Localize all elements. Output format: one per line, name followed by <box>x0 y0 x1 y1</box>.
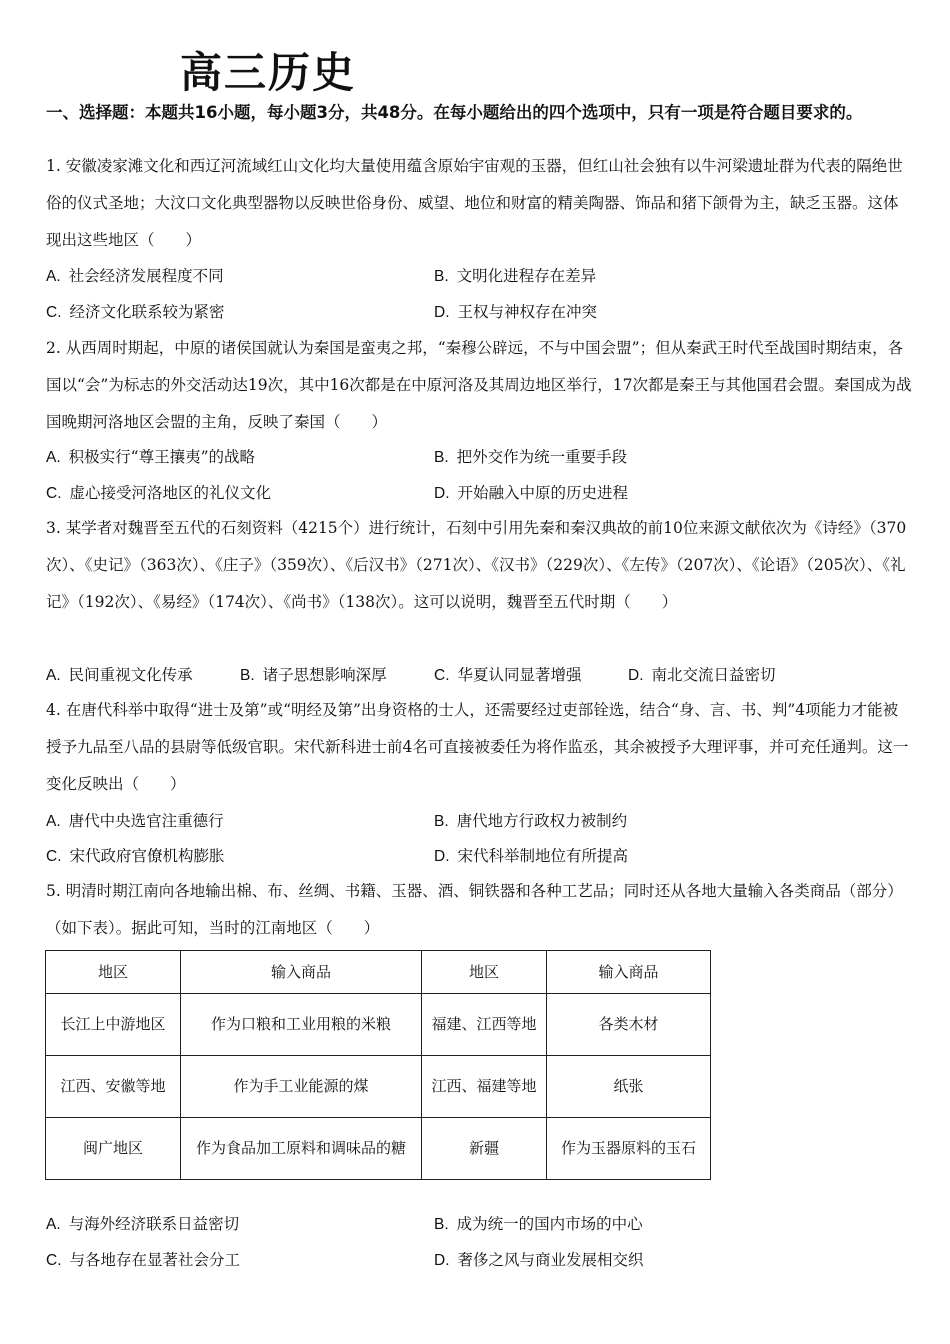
question-1-option-b[interactable] <box>434 265 596 288</box>
question-5-stem: 5. 明清时期江南向各地输出棉、布、丝绸、书籍、玉器、酒、铜铁器和各种工艺品；同时还从各地大量输入各类商品（部分）（如下表）。据此可知，当时的江南地区（ ） <box>46 882 903 937</box>
option-text: 把外交作为统一重要手段 <box>456 448 628 466</box>
table-header-cell: 地区 <box>46 951 181 994</box>
table-cell: 作为口粮和工业用粮的米粮 <box>181 994 422 1056</box>
option-key: B. <box>434 449 449 466</box>
question-2-option-d[interactable] <box>434 482 628 505</box>
option-text: 王权与神权存在冲突 <box>457 303 598 321</box>
option-key: D. <box>434 848 450 865</box>
option-text: 南北交流日益密切 <box>651 666 776 684</box>
question-5-option-c[interactable] <box>46 1249 240 1272</box>
option-key: C. <box>46 848 62 865</box>
question-5-option-b[interactable] <box>434 1213 643 1236</box>
option-text: 与海外经济联系日益密切 <box>68 1215 240 1233</box>
question-3-stem: 3. 某学者对魏晋至五代的石刻资料（4215个）进行统计，石刻中引用先秦和秦汉典故的前10位来源文献依次为《诗经》（370次）、《史记》（363次）、《庄子》（359次）、《后汉书》（271次）、《汉书》（229次）、《左传》（207次）、《论语》（205次）、《礼记》（192次）、《易经》（174次）、《尚书》（138次）。这可以说明，魏晋至五代时期（ ） <box>46 519 907 611</box>
question-3-option-b[interactable] <box>240 664 387 687</box>
option-key: B. <box>434 1216 449 1233</box>
question-1-option-c[interactable] <box>46 301 225 324</box>
table-cell: 长江上中游地区 <box>46 994 181 1056</box>
question-4-stem: 4. 在唐代科举中取得“进士及第”或“明经及第”出身资格的士人，还需要经过吏部铨选，结合“身、言、书、判”4项能力才能被授予九品至八品的县尉等低级官职。宋代新科进士前4名可直接被委任为将作监丞，其余被授予大理评事，并可充任通判。这一变化反映出（ ） <box>46 701 909 793</box>
option-text: 开始融入中原的历史进程 <box>457 484 629 502</box>
option-key: A. <box>46 813 61 830</box>
table-cell: 江西、安徽等地 <box>46 1056 181 1118</box>
question-4-option-a[interactable] <box>46 810 224 833</box>
question-5-option-a[interactable] <box>46 1213 239 1236</box>
section-heading: 一、选择题：本题共16小题，每小题3分，共48分。在每小题给出的四个选项中，只有一项是符合题目要求的。 <box>46 103 863 122</box>
option-text: 虚心接受河洛地区的礼仪文化 <box>69 484 272 502</box>
option-text: 宋代科举制地位有所提高 <box>457 847 629 865</box>
table-cell: 作为手工业能源的煤 <box>181 1056 422 1118</box>
question-4-option-b[interactable] <box>434 810 627 833</box>
option-text: 唐代中央选官注重德行 <box>68 812 224 830</box>
question-3-option-c[interactable] <box>434 664 582 687</box>
table-row <box>46 1118 711 1180</box>
option-key: C. <box>434 667 450 684</box>
question-2-option-c[interactable] <box>46 482 271 505</box>
option-text: 宋代政府官僚机构膨胀 <box>69 847 225 865</box>
option-text: 与各地存在显著社会分工 <box>69 1251 241 1269</box>
table-cell: 纸张 <box>547 1056 711 1118</box>
question-2-option-b[interactable] <box>434 446 627 469</box>
table-cell: 各类木材 <box>547 994 711 1056</box>
question-1-option-d[interactable] <box>434 301 597 324</box>
option-text: 经济文化联系较为紧密 <box>69 303 225 321</box>
option-text: 奢侈之风与商业发展相交织 <box>457 1251 644 1269</box>
option-key: A. <box>46 268 61 285</box>
option-key: C. <box>46 1252 62 1269</box>
table-row <box>46 1056 711 1118</box>
option-text: 民间重视文化传承 <box>68 666 193 684</box>
option-key: D. <box>628 667 644 684</box>
question-2-option-a[interactable] <box>46 446 255 469</box>
goods-table <box>45 950 711 1180</box>
option-text: 唐代地方行政权力被制约 <box>456 812 628 830</box>
question-3-option-d[interactable] <box>628 664 776 687</box>
option-text: 成为统一的国内市场的中心 <box>456 1215 643 1233</box>
question-1-stem: 1. 安徽凌家滩文化和西辽河流域红山文化均大量使用蕴含原始宇宙观的玉器，但红山社会独有以牛河梁遗址群为代表的隔绝世俗的仪式圣地；大汶口文化典型器物以反映世俗身份、威望、地位和财富的精美陶器、饰品和猪下颌骨为主，缺乏玉器。这体现出这些地区（ ） <box>46 157 903 249</box>
question-4-option-d[interactable] <box>434 845 628 868</box>
table-header-cell: 地区 <box>422 951 547 994</box>
table-cell: 作为食品加工原料和调味品的糖 <box>181 1118 422 1180</box>
table-cell: 作为玉器原料的玉石 <box>547 1118 711 1180</box>
table-cell: 新疆 <box>422 1118 547 1180</box>
option-key: A. <box>46 449 61 466</box>
table-cell: 江西、福建等地 <box>422 1056 547 1118</box>
page-title: 高三历史 <box>180 48 357 97</box>
option-text: 积极实行“尊王攘夷”的战略 <box>68 448 256 466</box>
table-header-cell: 输入商品 <box>547 951 711 994</box>
question-4-option-c[interactable] <box>46 845 225 868</box>
option-key: C. <box>46 485 62 502</box>
option-key: B. <box>434 813 449 830</box>
option-text: 诸子思想影响深厚 <box>262 666 387 684</box>
option-text: 社会经济发展程度不同 <box>68 267 224 285</box>
option-key: B. <box>434 268 449 285</box>
table-row <box>46 994 711 1056</box>
option-key: C. <box>46 304 62 321</box>
option-key: D. <box>434 304 450 321</box>
table-cell: 福建、江西等地 <box>422 994 547 1056</box>
table-header-row <box>46 951 711 994</box>
option-text: 文明化进程存在差异 <box>456 267 597 285</box>
question-1-option-a[interactable] <box>46 265 224 288</box>
table-header-cell: 输入商品 <box>181 951 422 994</box>
table-cell: 闽广地区 <box>46 1118 181 1180</box>
option-key: D. <box>434 1252 450 1269</box>
question-2-stem: 2. 从西周时期起，中原的诸侯国就认为秦国是蛮夷之邦，“秦穆公辟远，不与中国会盟”；但从秦武王时代至战国时期结束，各国以“会”为标志的外交活动达19次，其中16次都是在中原河洛及其周边地区举行，17次都是秦王与其他国君会盟。秦国成为战国晚期河洛地区会盟的主角，反映了秦国（ ） <box>46 339 912 431</box>
option-key: D. <box>434 485 450 502</box>
option-key: A. <box>46 667 61 684</box>
option-key: A. <box>46 1216 61 1233</box>
question-5-option-d[interactable] <box>434 1249 644 1272</box>
option-text: 华夏认同显著增强 <box>457 666 582 684</box>
question-3-option-a[interactable] <box>46 664 193 687</box>
option-key: B. <box>240 667 255 684</box>
